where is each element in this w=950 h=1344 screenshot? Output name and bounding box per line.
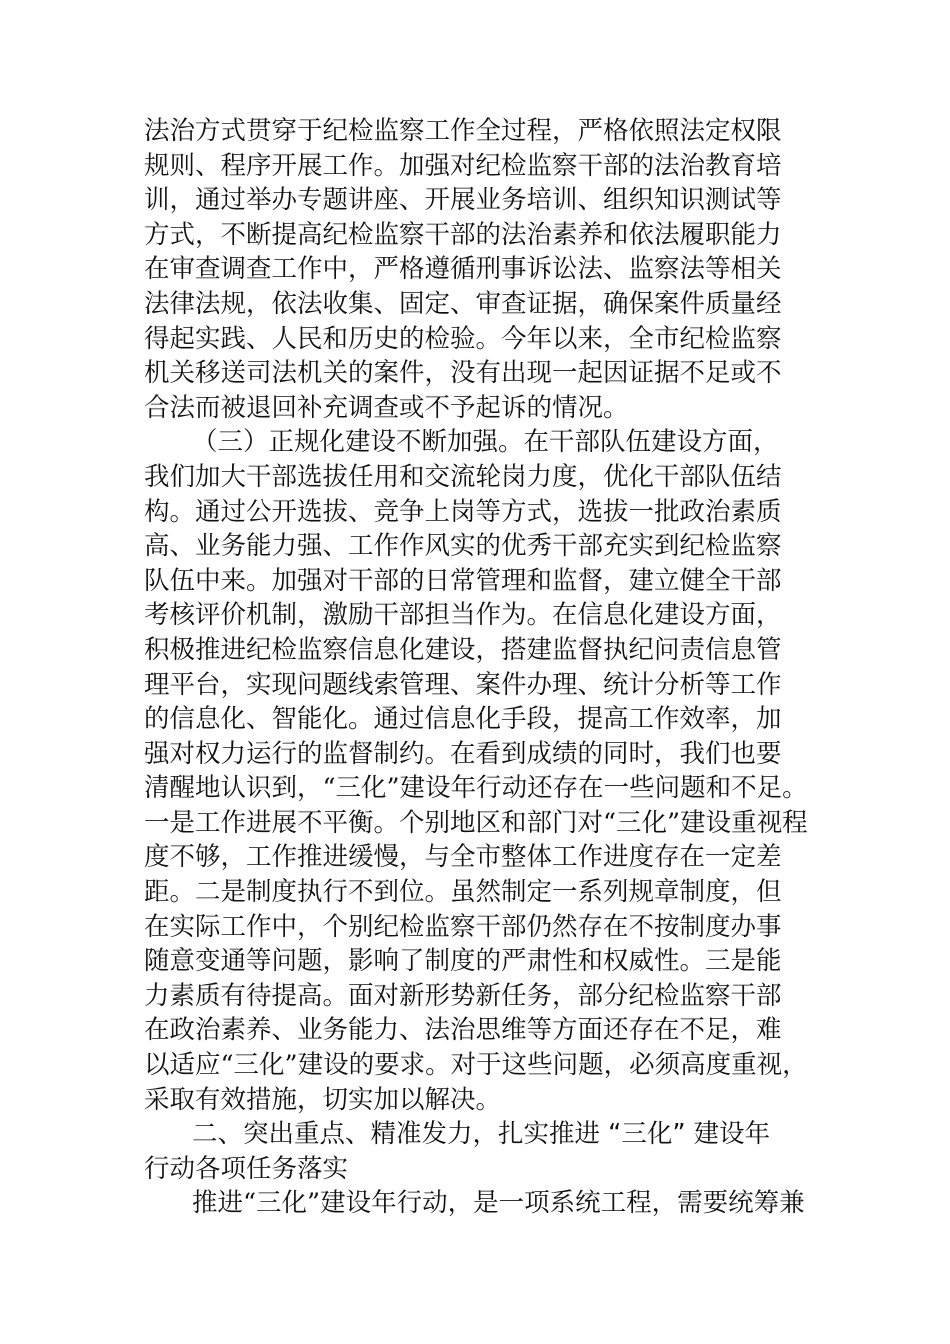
document-body	[144, 114, 824, 1221]
text-line: 高、业务能力强、工作作风实的优秀干部充实到纪检监察	[144, 531, 782, 562]
text-line: 法治方式贯穿于纪检监察工作全过程，严格依照法定权限	[144, 116, 782, 146]
text-line: 在审查调查工作中，严格遵循刑事诉讼法、监察法等相关	[144, 254, 782, 285]
text-line: 队伍中来。加强对干部的日常管理和监督，建立健全干部	[144, 565, 782, 596]
section-three-heading-line: （三）正规化建设不断加强。在干部队伍建设方面，	[192, 427, 779, 458]
text-line: 构。通过公开选拔、竞争上岗等方式，选拔一批政治素质	[144, 496, 782, 527]
text-line: 理平台，实现问题线索管理、案件办理、统计分析等工作	[144, 669, 782, 700]
text-line: 清醒地认识到，“三化”建设年行动还存在一些问题和不足。	[144, 773, 808, 804]
text-line: 法律法规，依法收集、固定、审查证据，确保案件质量经	[144, 288, 782, 319]
text-line: 随意变通等问题，影响了制度的严肃性和权威性。三是能	[144, 946, 782, 977]
text-line: 距。二是制度执行不到位。虽然制定一系列规章制度，但	[144, 877, 782, 908]
text-line: 机关移送司法机关的案件，没有出现一起因证据不足或不	[144, 358, 782, 389]
text-line: 积极推进纪检监察信息化建设，搭建监督执纪问责信息管	[144, 634, 782, 665]
text-line: 考核评价机制，激励干部担当作为。在信息化建设方面，	[144, 600, 782, 631]
text-line: 方式，不断提高纪检监察干部的法治素养和依法履职能力	[144, 219, 782, 250]
text-line: 一是工作进展不平衡。个别地区和部门对“三化”建设重视程	[144, 807, 808, 838]
text-line: 得起实践、人民和历史的检验。今年以来，全市纪检监察	[144, 323, 782, 354]
text-line: 我们加大干部选拔任用和交流轮岗力度，优化干部队伍结	[144, 461, 782, 492]
text-line: 在实际工作中，个别纪检监察干部仍然存在不按制度办事	[144, 911, 782, 942]
text-line: 力素质有待提高。面对新形势新任务，部分纪检监察干部	[144, 980, 782, 1011]
text-line: 度不够，工作推进缓慢，与全市整体工作进度存在一定差	[144, 842, 782, 873]
text-line: 强对权力运行的监督制约。在看到成绩的同时，我们也要	[144, 738, 782, 769]
text-line: 在政治素养、业务能力、法治思维等方面还存在不足，难	[144, 1015, 782, 1046]
section-two-heading-continued: 行动各项任务落实	[144, 1153, 349, 1184]
text-line: 的信息化、智能化。通过信息化手段，提高工作效率，加	[144, 704, 782, 735]
text-line: 采取有效措施，切实加以解决。	[144, 1084, 502, 1115]
text-line: 推进“三化”建设年行动，是一项系统工程，需要统筹兼	[192, 1188, 805, 1219]
section-two-heading: 二、突出重点、精准发力，扎实推进 “三化” 建设年	[192, 1119, 771, 1150]
text-line: 训，通过举办专题讲座、开展业务培训、组织知识测试等	[144, 185, 782, 216]
text-line: 合法而被退回补充调查或不予起诉的情况。	[144, 392, 629, 423]
text-line: 以适应“三化”建设的要求。对于这些问题，必须高度重视，	[144, 1050, 808, 1081]
text-line: 规则、程序开展工作。加强对纪检监察干部的法治教育培	[144, 150, 782, 181]
